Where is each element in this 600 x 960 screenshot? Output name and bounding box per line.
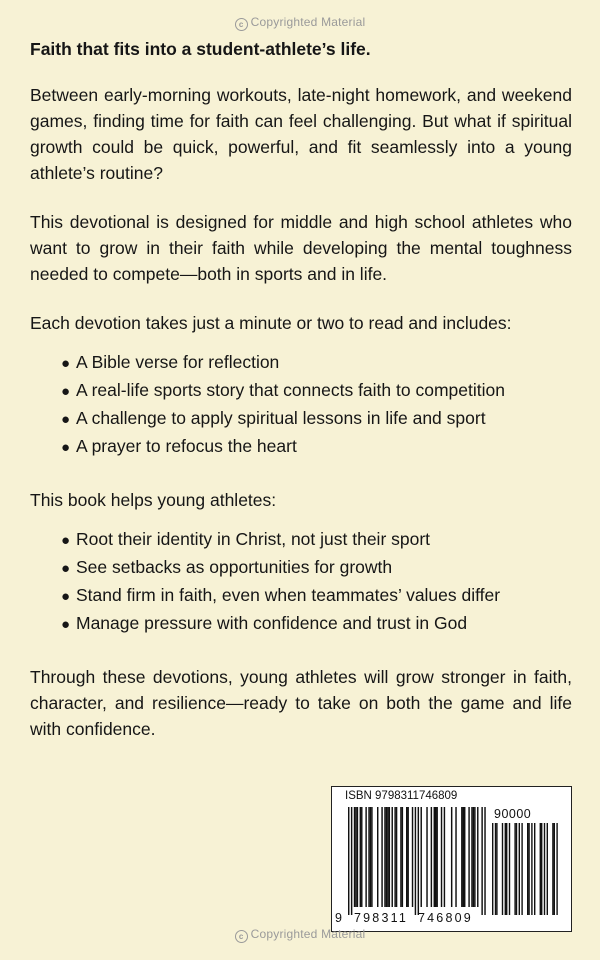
barcode-bar bbox=[473, 807, 474, 907]
barcode-bar bbox=[365, 807, 366, 907]
helps-intro: This book helps young athletes: bbox=[30, 490, 277, 510]
addon-barcode-bar bbox=[521, 823, 522, 915]
barcode-bar bbox=[368, 807, 369, 907]
barcode-bar bbox=[387, 807, 388, 907]
barcode-bar bbox=[464, 807, 465, 907]
copyright-watermark-bottom: c Copyrighted Material bbox=[0, 927, 600, 943]
addon-barcode-bar bbox=[541, 823, 542, 915]
addon-barcode-bar bbox=[519, 823, 520, 915]
barcode-bar bbox=[426, 807, 427, 907]
barcode-bar bbox=[471, 807, 472, 907]
closing-paragraph: Through these devotions, young athletes will grow stronger in faith, character, and resilience—ready to take on both the game and life with confidence. bbox=[30, 667, 572, 739]
addon-barcode-bar bbox=[506, 823, 507, 915]
barcode-bar bbox=[484, 807, 485, 915]
barcode-bar bbox=[477, 807, 478, 907]
barcode-bar bbox=[361, 807, 362, 907]
barcode-bar bbox=[468, 807, 469, 907]
barcode-bar bbox=[377, 807, 378, 907]
price-code: 90000 bbox=[494, 807, 532, 821]
barcode-bar bbox=[357, 807, 358, 907]
bullet-icon: ● bbox=[61, 383, 71, 400]
bullet-icon: ● bbox=[61, 411, 71, 428]
helps-list bbox=[30, 526, 572, 638]
barcode-bar bbox=[434, 807, 435, 907]
barcode-bar bbox=[351, 807, 352, 915]
barcode-bar bbox=[360, 807, 361, 907]
barcode-bar bbox=[354, 807, 355, 907]
barcode-bar bbox=[400, 807, 401, 907]
cover-copy bbox=[30, 37, 572, 765]
bullet-icon: ● bbox=[61, 355, 71, 372]
barcode-bar bbox=[444, 807, 445, 907]
list-item: ● A real-life sports story that connects faith to competition bbox=[61, 377, 572, 405]
addon-barcode-bar bbox=[496, 823, 497, 915]
addon-barcode-bar bbox=[516, 823, 517, 915]
barcode-bar bbox=[455, 807, 456, 907]
tagline-heading: Faith that fits into a student-athlete’s life. bbox=[30, 39, 371, 59]
barcode-bar bbox=[394, 807, 395, 907]
copyright-icon: c bbox=[235, 18, 248, 31]
ean13-barcode-bars bbox=[342, 807, 487, 915]
barcode-bar bbox=[435, 807, 436, 907]
list-item: ● Stand firm in faith, even when teammates’ values differ bbox=[61, 582, 572, 610]
addon-barcode-bar bbox=[540, 823, 541, 915]
addon-barcode-bars bbox=[492, 823, 562, 915]
addon-barcode-bar bbox=[502, 823, 503, 915]
addon-barcode-bar bbox=[534, 823, 535, 915]
copyright-watermark-top: c Copyrighted Material bbox=[0, 15, 600, 31]
isbn-digit-group-1: 798311 bbox=[354, 911, 408, 925]
barcode-bar bbox=[431, 807, 432, 907]
addon-barcode-bar bbox=[509, 823, 510, 915]
addon-barcode-bar bbox=[556, 823, 557, 915]
addon-barcode-bar bbox=[528, 823, 529, 915]
isbn-digit-group-2: 746809 bbox=[418, 911, 473, 925]
bullet-icon: ● bbox=[61, 588, 71, 605]
addon-barcode-bar bbox=[505, 823, 506, 915]
barcode-bar bbox=[436, 807, 437, 907]
barcode-bar bbox=[412, 807, 413, 907]
copyright-icon: c bbox=[235, 930, 248, 943]
barcode-bar bbox=[418, 807, 419, 915]
list-item: ● A prayer to refocus the heart bbox=[61, 433, 572, 461]
addon-barcode-bar bbox=[552, 823, 553, 915]
addon-barcode-bar bbox=[527, 823, 528, 915]
includes-list bbox=[30, 349, 572, 461]
addon-barcode-bar bbox=[554, 823, 555, 915]
barcode-bar bbox=[381, 807, 382, 907]
barcode-bar bbox=[392, 807, 393, 907]
isbn-digit-first: 9 bbox=[335, 911, 342, 925]
barcode-bar bbox=[441, 807, 442, 907]
list-item: ● Manage pressure with confidence and trust in God bbox=[61, 610, 572, 638]
barcode-bar bbox=[384, 807, 385, 907]
barcode-bar bbox=[463, 807, 464, 907]
addon-barcode-bar bbox=[514, 823, 515, 915]
audience-paragraph: This devotional is designed for middle and high school athletes who want to grow in their faith while developing the mental toughness needed to compete—both in sports and in life. bbox=[30, 212, 572, 284]
barcode-bar bbox=[407, 807, 408, 907]
barcode-bar bbox=[406, 807, 407, 907]
isbn-label: ISBN 9798311746809 bbox=[345, 790, 458, 802]
list-item: ● A Bible verse for reflection bbox=[61, 349, 572, 377]
barcode-bar bbox=[415, 807, 416, 915]
bullet-icon: ● bbox=[61, 616, 71, 633]
bullet-icon: ● bbox=[61, 532, 71, 549]
barcode-bar bbox=[389, 807, 390, 907]
intro-paragraph: Between early-morning workouts, late-night homework, and weekend games, finding time for faith can feel challenging. But what if spiritual growth could be quick, powerful, and fit seamlessly into a young athlete’s routine? bbox=[30, 85, 572, 183]
barcode-bar bbox=[348, 807, 349, 915]
barcode-bar bbox=[370, 807, 371, 907]
list-item: ● See setbacks as opportunities for growth bbox=[61, 554, 572, 582]
addon-barcode-bar bbox=[544, 823, 545, 915]
barcode-bar bbox=[481, 807, 482, 915]
barcode-bar bbox=[461, 807, 462, 907]
barcode-bar bbox=[402, 807, 403, 907]
addon-barcode-bar bbox=[547, 823, 548, 915]
includes-intro: Each devotion takes just a minute or two to read and includes: bbox=[30, 313, 512, 333]
barcode-bar bbox=[355, 807, 356, 907]
list-item: ● A challenge to apply spiritual lessons in life and sport bbox=[61, 405, 572, 433]
isbn-barcode bbox=[331, 786, 572, 932]
addon-barcode-bar bbox=[492, 823, 493, 915]
list-item: ● Root their identity in Christ, not just their sport bbox=[61, 526, 572, 554]
addon-barcode-bar bbox=[531, 823, 532, 915]
barcode-bar bbox=[371, 807, 372, 907]
barcode-bar bbox=[396, 807, 397, 907]
bullet-icon: ● bbox=[61, 439, 71, 456]
barcode-bar bbox=[386, 807, 387, 907]
bullet-icon: ● bbox=[61, 560, 71, 577]
barcode-bar bbox=[451, 807, 452, 907]
addon-barcode-bar bbox=[495, 823, 496, 915]
barcode-bar bbox=[421, 807, 422, 907]
barcode-bar bbox=[474, 807, 475, 907]
